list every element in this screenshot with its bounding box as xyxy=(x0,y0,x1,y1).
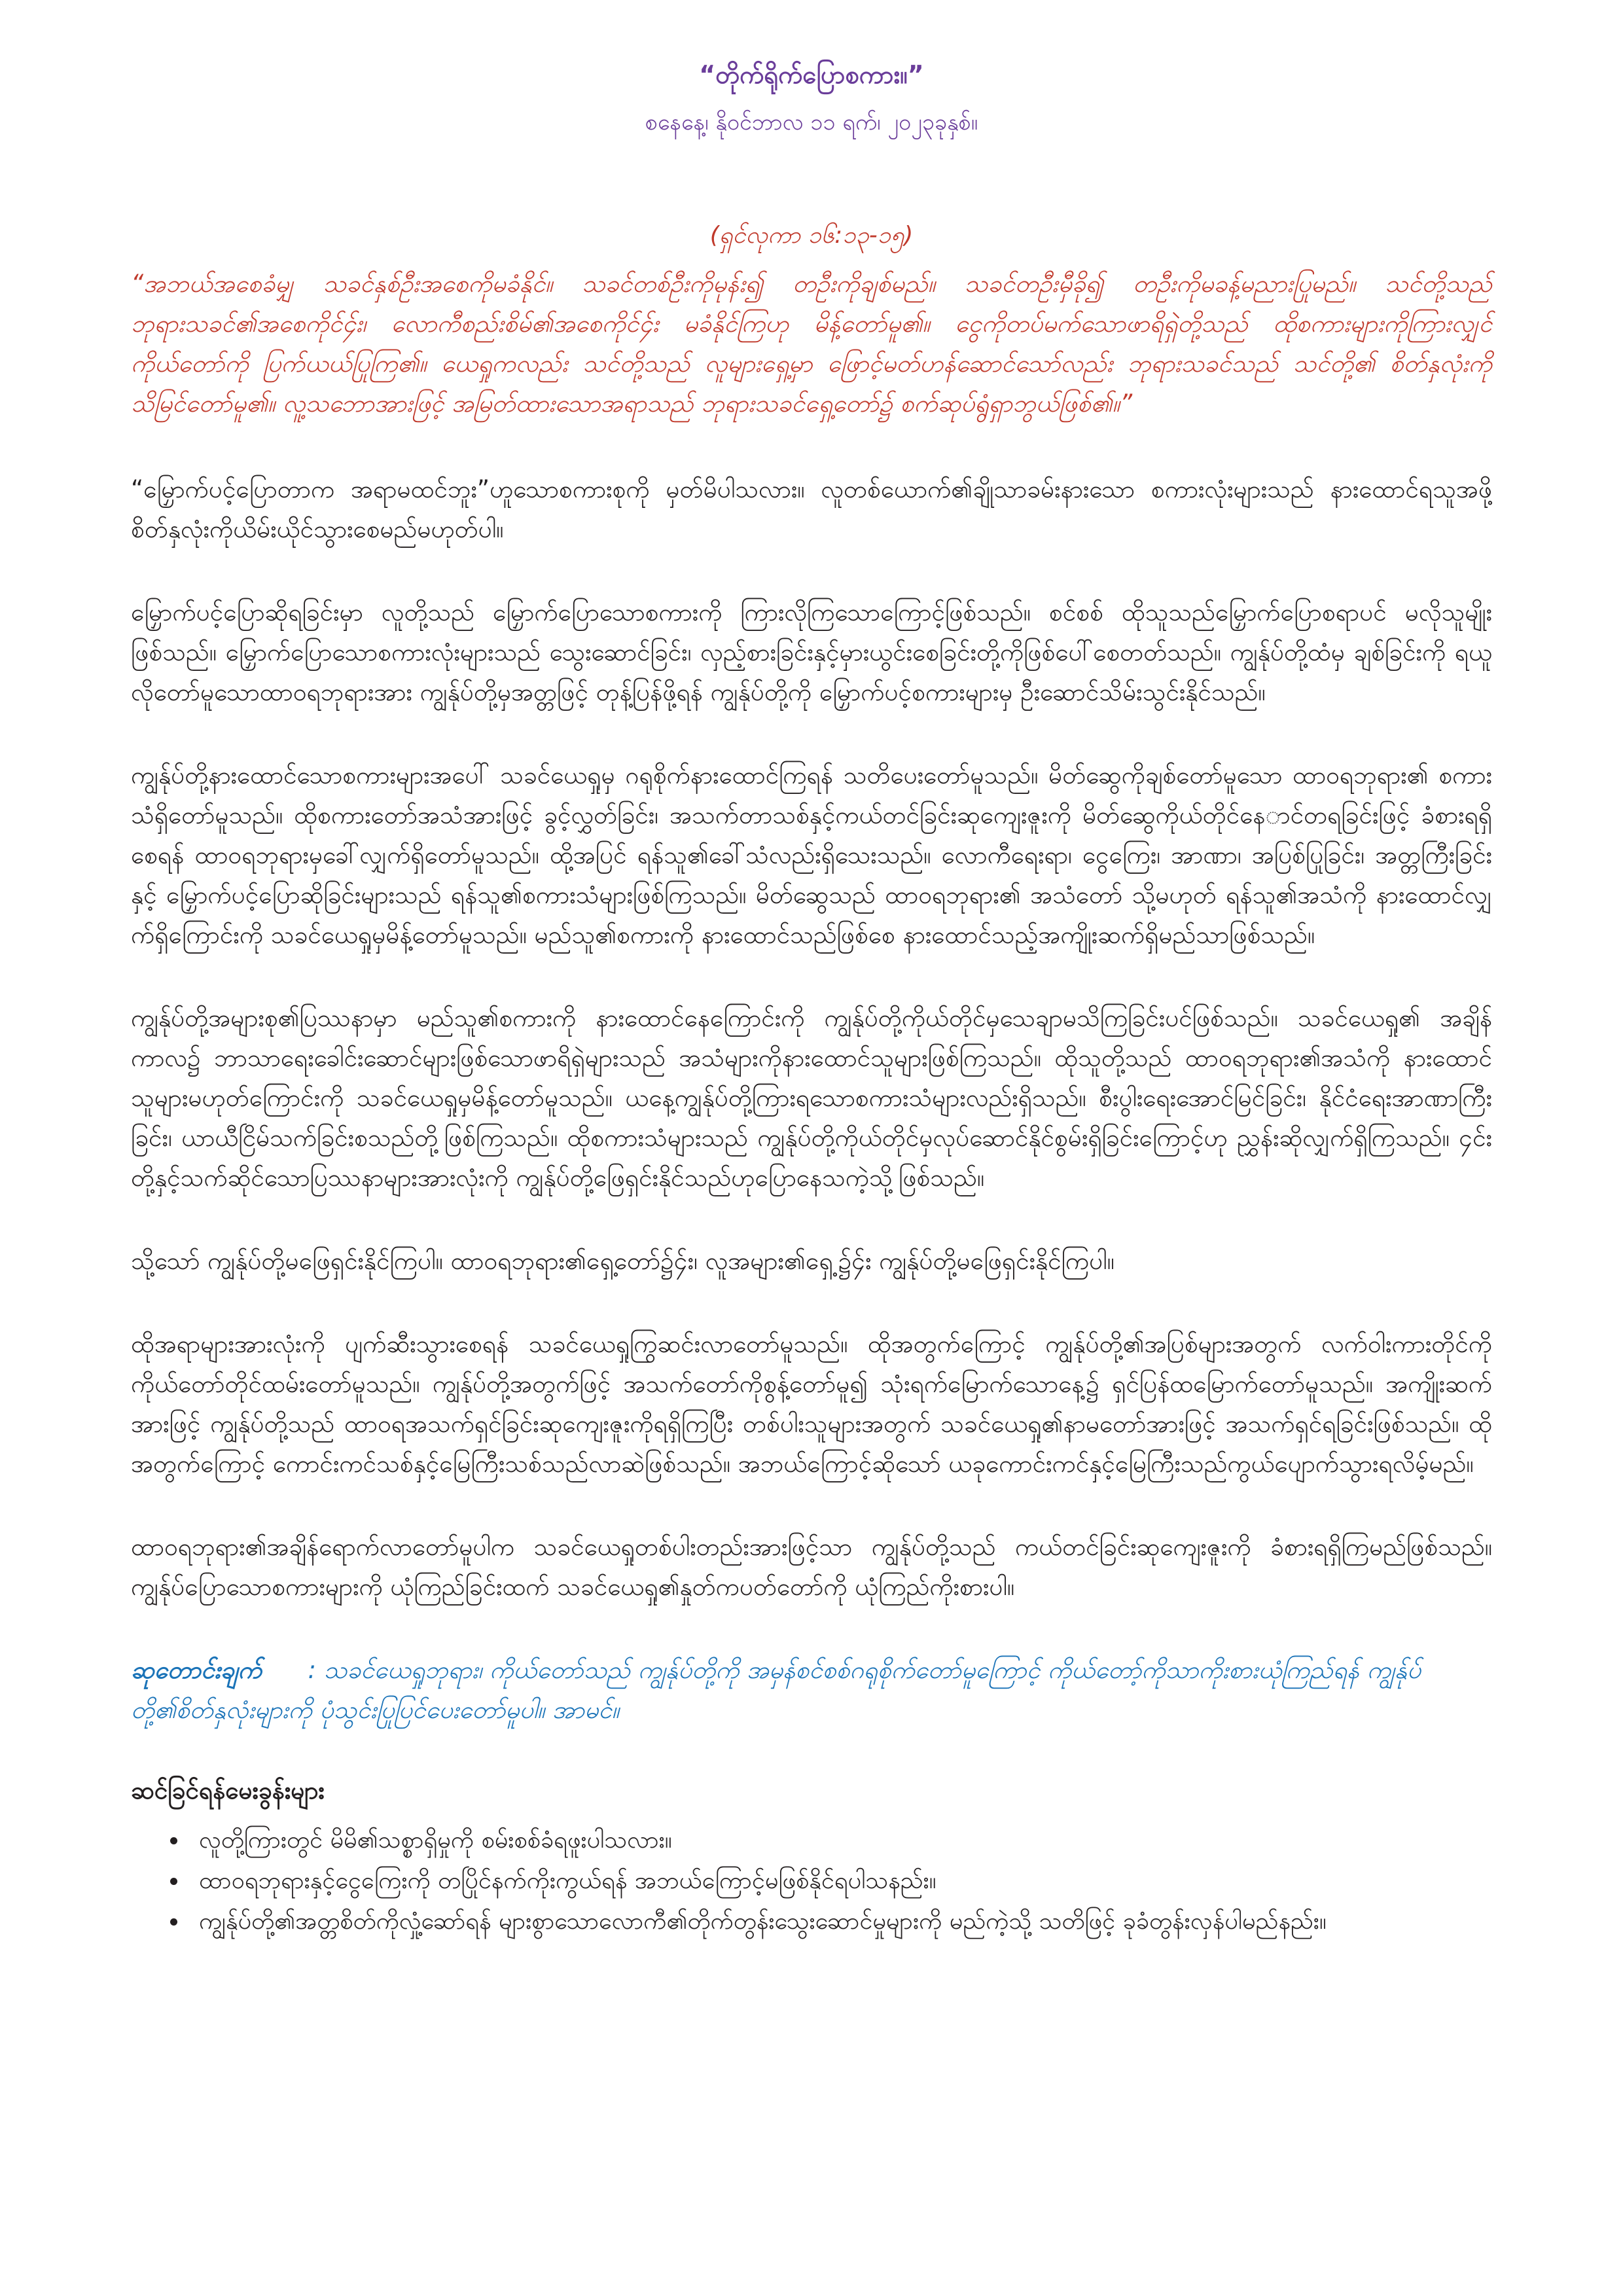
discussion-list xyxy=(131,1820,1492,1942)
body-paragraph-3: ကျွန်ုပ်တို့နားထောင်သောစကားများအပေါ် သခင်ယေရှုမှ ဂရုစိုက်နားထောင်ကြရန် သတိပေးတော်မူသည်။ မိတ်ဆွေကိုချစ်တော်မူသော ထာဝရဘုရား၏ စကားသံရှိတော်မူသည်။ ထိုစကားတော်အသံအားဖြင့် ခွင့်လွှတ်ခြင်း၊ အသက်တာသစ်နှင့်ကယ်တင်ခြင်းဆုကျေးဇူးကို မိတ်ဆွေကိုယ်တိုင်နေ‌ာင်တရခြင်းဖြင့် ခံစားရရှိစေရန် ထာဝရဘုရားမှခေါ်လျှက်ရှိတော်မူသည်။ ထို့အပြင် ရန်သူ၏ခေါ်သံလည်းရှိသေးသည်။ လောကီရေးရာ၊ ငွေကြေး၊ အာဏာ၊ အပြစ်ပြုခြင်း၊ အတ္တကြီးခြင်းနှင့် မြှောက်ပင့်ပြောဆိုခြင်းများသည် ရန်သူ၏စကားသံများဖြစ်ကြသည်။ မိတ်ဆွေသည် ထာဝရဘုရား၏ အသံတော် သို့မဟုတ် ရန်သူ၏အသံကို နားထောင်လျှက်ရှိကြောင်းကို သခင်ယေရှုမှမိန့်တော်မူသည်။ မည်သူ၏စကားကို နားထောင်သည်ဖြစ်စေ နားထောင်သည့်အကျိုးဆက်ရှိမည်သာဖြစ်သည်။ xyxy=(131,761,1492,949)
discussion-question: • ထာဝရဘုရားနှင့်ငွေကြေးကို တပြိုင်နက်ကိုးကွယ်ရန် အဘယ်ကြောင့်မဖြစ်နိုင်ရပါသနည်း။ xyxy=(188,1861,1492,1901)
body-paragraph-4: ကျွန်ုပ်တို့အများစု၏ပြဿနာမှာ မည်သူ၏စကားကို နားထောင်နေကြောင်းကို ကျွန်ုပ်တို့ကိုယ်တိုင်မှသေချာမသိကြခြင်းပင်ဖြစ်သည်။ သခင်ယေရှု၏ အချိန်ကာလ၌ ဘာသာရေးခေါင်းဆောင်များဖြစ်သောဖာရိရှဲများသည် အသံများကိုနားထောင်သူများဖြစ်ကြသည်။ ထိုသူတို့သည် ထာဝရဘုရား၏အသံကို နားထောင်သူများမဟုတ်ကြောင်းကို သခင်ယေရှုမှမိန့်တော်မူသည်။ ယနေ့ကျွန်ုပ်တို့ကြားရသောစကားသံများလည်းရှိသည်။ စီးပွါးရေးအောင်မြင်ခြင်း၊ နိုင်ငံရေးအာဏာကြီးခြင်း၊ ယာယီငြိမ်သက်ခြင်းစသည်တို့ဖြစ်ကြသည်။ ထိုစကားသံများသည် ကျွန်ုပ်တို့ကိုယ်တိုင်မှလုပ်ဆောင်နိုင်စွမ်းရှိခြင်းကြောင့်ဟု ညွှန်းဆိုလျှက်ရှိကြသည်။ ၄င်းတို့နှင့်သက်ဆိုင်သောပြဿနာများအားလုံးကို ကျွန်ုပ်တို့ဖြေရှင်းနိုင်သည်ဟုပြောနေသကဲ့သို့ဖြစ်သည်။ xyxy=(131,1004,1492,1192)
scripture-text: “အဘယ်အစေခံမျှ သခင်နှစ်ဦးအစေကိုမခံနိုင်။ သခင်တစ်ဦးကိုမုန်း၍ တဦးကိုချစ်မည်။ သခင်တဦးမှီခို၍ တဦးကိုမခန့်မညားပြုမည်။ သင်တို့သည် ဘုရားသခင်၏အစေကိုင်၄်း၊ လောကီစည်းစိမ်၏အစေကိုင်၄်း မခံနိုင်ကြဟု မိန့်တော်မူ၏။ ငွေကိုတပ်မက်သောဖာရိရှဲတို့သည် ထိုစကားများကိုကြားလျှင် ကိုယ်တော်ကို ပြက်ယယ်ပြုကြ၏။ ယေရှုကလည်း သင်တို့သည် လူများရှေ့မှာ ဖြောင့်မတ်ဟန်ဆောင်သော်လည်း ဘုရားသခင်သည် သင်တို့၏ စိတ်နှလုံးကို သိမြင်တော်မူ၏။ လူ့သဘောအားဖြင့် အမြတ်ထားသောအရာသည် ဘုရားသခင်ရှေ့တော်၌ စက်ဆုပ်ရွံရှာဘွယ်ဖြစ်၏။” xyxy=(131,270,1492,418)
body-paragraph-2: မြှောက်ပင့်ပြောဆိုရခြင်းမှာ လူတို့သည် မြှောက်ပြောသောစကားကို ကြားလိုကြသောကြောင့်ဖြစ်သည်။ စင်စစ် ထိုသူသည်မြှောက်ပြောစရာပင် မလိုသူမျိုးဖြစ်သည်။ မြှောက်ပြောသောစကားလုံးများသည် သွေးဆောင်ခြင်း၊ လှည့်စားခြင်းနှင့်မှားယွင်းစေခြင်းတို့ကိုဖြစ်ပေါ်စေတတ်သည်။ ကျွန်ုပ်တို့ထံမှ ချစ်ခြင်းကို ရယူလိုတော်မူသောထာဝရဘုရားအား ကျွန်ုပ်တို့မှအတ္တဖြင့် တုန့်ပြန်ဖို့ရန် ကျွန်ုပ်တို့ကို မြှောက်ပင့်စကားများမှ ဦးဆောင်သိမ်းသွင်းနိုင်သည်။ xyxy=(131,598,1492,706)
page-title: “တိုက်ရိုက်ပြောစကား။” xyxy=(699,60,924,89)
scripture-reference: (ရှင်လုကာ ၁၆:၁၃-၁၅) xyxy=(709,222,914,249)
body-paragraph-1: “မြှောက်ပင့်ပြောတာက အရာမထင်ဘူး”ဟူသောစကားစုကို မှတ်မိပါသလား။ လူတစ်ယောက်၏ချိုသာခမ်းနားသော စကားလုံးများသည် နားထောင်ရသူအဖို့ စိတ်နှလုံးကိုယိမ်းယိုင်သွားစေမည်မဟုတ်ပါ။ xyxy=(131,475,1492,543)
page-date: စနေနေ့၊ နိုဝင်ဘာလ ၁၁ ရက်၊ ၂၀၂၃ခုနှစ်။ xyxy=(645,109,978,135)
discussion-question: • ကျွန်ုပ်တို့၏အတ္တစိတ်ကိုလှုံ့ဆော်ရန် များစွာသောလောကီ၏တိုက်တွန်းသွေးဆောင်မှုများကို မည်ကဲ့သို့ သတိဖြင့် ခုခံတွန်းလှန်ပါမည်နည်း။ xyxy=(188,1901,1492,1942)
body-paragraph-6: ထိုအရာများအားလုံးကို ပျက်ဆီးသွားစေရန် သခင်ယေရှုကြွဆင်းလာတော်မူသည်။ ထိုအတွက်ကြောင့် ကျွန်ုပ်တို့၏အပြစ်များအတွက် လက်ဝါးကားတိုင်ကို ကိုယ်တော်တိုင်ထမ်းတော်မူသည်။ ကျွန်ုပ်တို့အတွက်ဖြင့် အသက်တော်ကိုစွန့်တော်မူ၍ သုံးရက်မြောက်သောနေ့၌ ရှင်ပြန်ထမြောက်တော်မူသည်။ အကျိုးဆက်အားဖြင့် ကျွန်ုပ်တို့သည် ထာဝရအသက်ရှင်ခြင်းဆုကျေးဇူးကိုရရှိကြပြီး တစ်ပါးသူများအတွက် သခင်ယေရှု၏နာမတော်အားဖြင့် အသက်ရှင်ရခြင်းဖြစ်သည်။ ထိုအတွက်ကြောင့် ကောင်းကင်သစ်နှင့်မြေကြီးသစ်သည်လာဆဲဖြစ်သည်။ အဘယ်ကြောင့်ဆိုသော် ယခုကောင်းကင်နှင့်မြေကြီးသည်ကွယ်ပျောက်သွားရလိမ့်မည်။ xyxy=(131,1330,1492,1478)
prayer-text: : သခင်ယေရှုဘုရား၊ ကိုယ်တော်သည် ကျွန်ုပ်တို့ကို အမှန်စင်စစ်ဂရုစိုက်တော်မူကြောင့် ကိုယ်တော့်ကိုသာကိုးစားယုံကြည်ရန် ကျွန်ုပ်တို့၏စိတ်နှလုံးများကို ပုံသွင်းပြုပြင်ပေးတော်မူပါ။ အာမင်။ xyxy=(131,1656,1421,1724)
prayer-block xyxy=(131,1650,1492,1730)
body-paragraph-5: သို့သော် ကျွန်ုပ်တို့မဖြေရှင်းနိုင်ကြပါ။ ထာဝရဘုရား၏ရှေ့တော်၌၄်း၊ လူအများ၏ရှေ့၌၄်း ကျွန်ုပ်တို့မဖြေရှင်းနိုင်ကြပါ။ xyxy=(131,1247,1115,1275)
prayer-label: ဆုတောင်းချက် xyxy=(131,1656,262,1684)
body-paragraph-7: ထာဝရဘုရား၏အချိန်ရောက်လာတော်မူပါက သခင်ယေရှုတစ်ပါးတည်းအားဖြင့်သာ ကျွန်ုပ်တို့သည် ကယ်တင်ခြင်းဆုကျေးဇူးကို ခံစားရရှိကြမည်ဖြစ်သည်။ ကျွန်ုပ်ပြောသောစကားများကို ယုံကြည်ခြင်းထက် သခင်ယေရှု၏နှုတ်ကပတ်တော်ကို ယုံကြည်ကိုးစားပါ။ xyxy=(131,1533,1492,1601)
discussion-heading: ဆင်ခြင်ရန်မေးခွန်းများ xyxy=(131,1776,325,1804)
discussion-question: • လူတို့ကြားတွင် မိမိ၏သစ္စာရှိမှုကို စမ်းစစ်ခံရဖူးပါသလား။ xyxy=(188,1820,1492,1861)
